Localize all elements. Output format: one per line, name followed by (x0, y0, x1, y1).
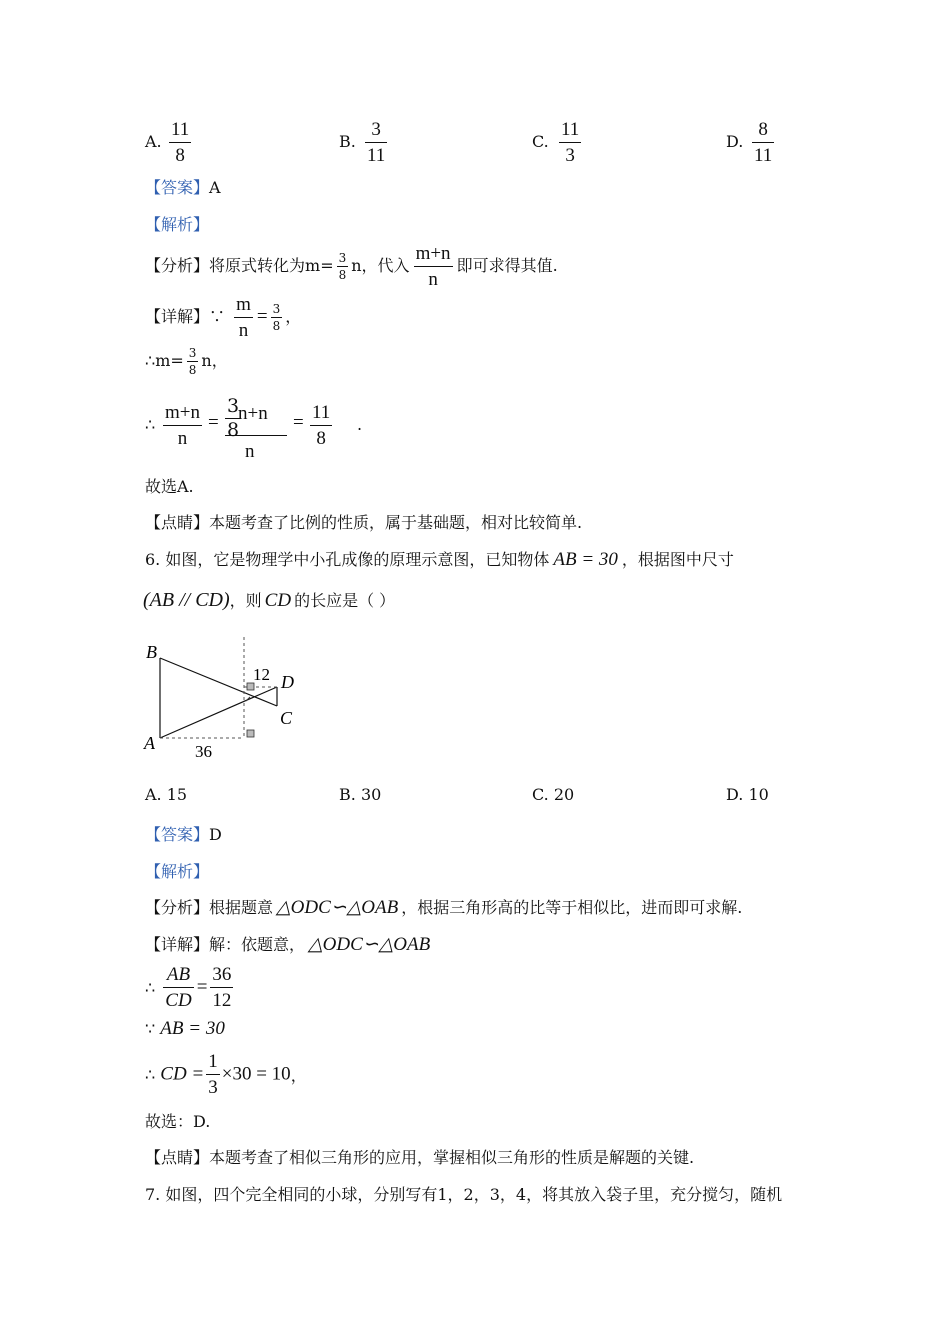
figure-label-a: A (144, 733, 155, 753)
q5-option-c-fraction: $\frac{11}{3}$ (561, 119, 580, 166)
q5-xiangjie-line3: ∴ $\frac{m+n}{n}$ = $\frac{3}{8}$ n+n n = $\frac{11}{8}$ . (145, 395, 363, 462)
q6-option-d: D. 10 (726, 785, 769, 804)
q5-options (145, 120, 845, 164)
q6-guxuan: 故选：D. (145, 1112, 211, 1131)
q5-xiangjie-line2: ∴m= $\frac{3}{8}$ n， (145, 346, 228, 377)
q6-line-ab: ∵ AB = 30 (145, 1018, 225, 1039)
q6-line-cd: ∴ CD = $\frac{1}{3}$ ×30 = 10， (145, 1051, 307, 1098)
q5-jiexi-tag: 【解析】 (145, 215, 210, 234)
q5-xiangjie-line1: 【详解】∵ $\frac{m}{n}$ = $\frac{3}{8}$ ， (145, 294, 302, 341)
q6-fenxi: 【分析】根据题意 △ODC∽△OAB ，根据三角形高的比等于相似比，进而即可求解. (145, 897, 743, 918)
q5-fenxi: 【分析】将原式转化为m= $\frac{3}{8}$ n，代入 $\frac{m+n}{n}$ 即可求得其值. (145, 243, 558, 290)
q5-option-a: A. (145, 132, 162, 151)
q6-option-c: C. 20 (532, 785, 575, 804)
figure-length-12: 12 (253, 665, 270, 684)
q5-option-c: C. (532, 132, 549, 151)
q5-option-b-fraction: $\frac{3}{11}$ (367, 119, 386, 166)
q5-option-b: B. (339, 132, 356, 151)
q6-stem-line2: (AB // CD)，则 CD 的长应是（ ） (143, 589, 396, 611)
q5-option-a-fraction: $\frac{11}{8}$ (171, 119, 190, 166)
q5-option-d-fraction: $\frac{8}{11}$ (754, 119, 773, 166)
q6-stem-line1: 6. 如图，它是物理学中小孔成像的原理示意图，已知物体 AB = 30 ，根据图中尺寸 (145, 549, 734, 570)
q5-guxuan: 故选A. (145, 477, 194, 496)
q6-pinhole-figure (140, 635, 310, 765)
q6-option-a: A. 15 (145, 785, 188, 804)
q6-xiangjie: 【详解】解：依题意， △ODC∽△OAB (145, 934, 431, 955)
q5-dianjing: 【点睛】本题考查了比例的性质，属于基础题，相对比较简单. (145, 513, 583, 532)
q6-jiexi-tag: 【解析】 (145, 862, 210, 881)
figure-label-b: B (146, 642, 157, 662)
q6-dianjing: 【点睛】本题考查了相似三角形的应用，掌握相似三角形的性质是解题的关键. (145, 1148, 695, 1167)
figure-label-d: D (281, 672, 294, 692)
q5-answer: 【答案】A (145, 178, 221, 197)
q6-answer: 【答案】D (145, 825, 222, 844)
q6-line-ratio: ∴ $\frac{AB}{CD}$ = $\frac{36}{12}$ (145, 964, 232, 1011)
figure-label-c: C (280, 708, 293, 728)
q6-option-b: B. 30 (339, 785, 382, 804)
q7-stem: 7. 如图，四个完全相同的小球，分别写有1，2，3，4，将其放入袋子里，充分搅匀，随机 (145, 1185, 783, 1204)
figure-length-36: 36 (195, 742, 212, 761)
q5-option-d: D. (726, 132, 744, 151)
